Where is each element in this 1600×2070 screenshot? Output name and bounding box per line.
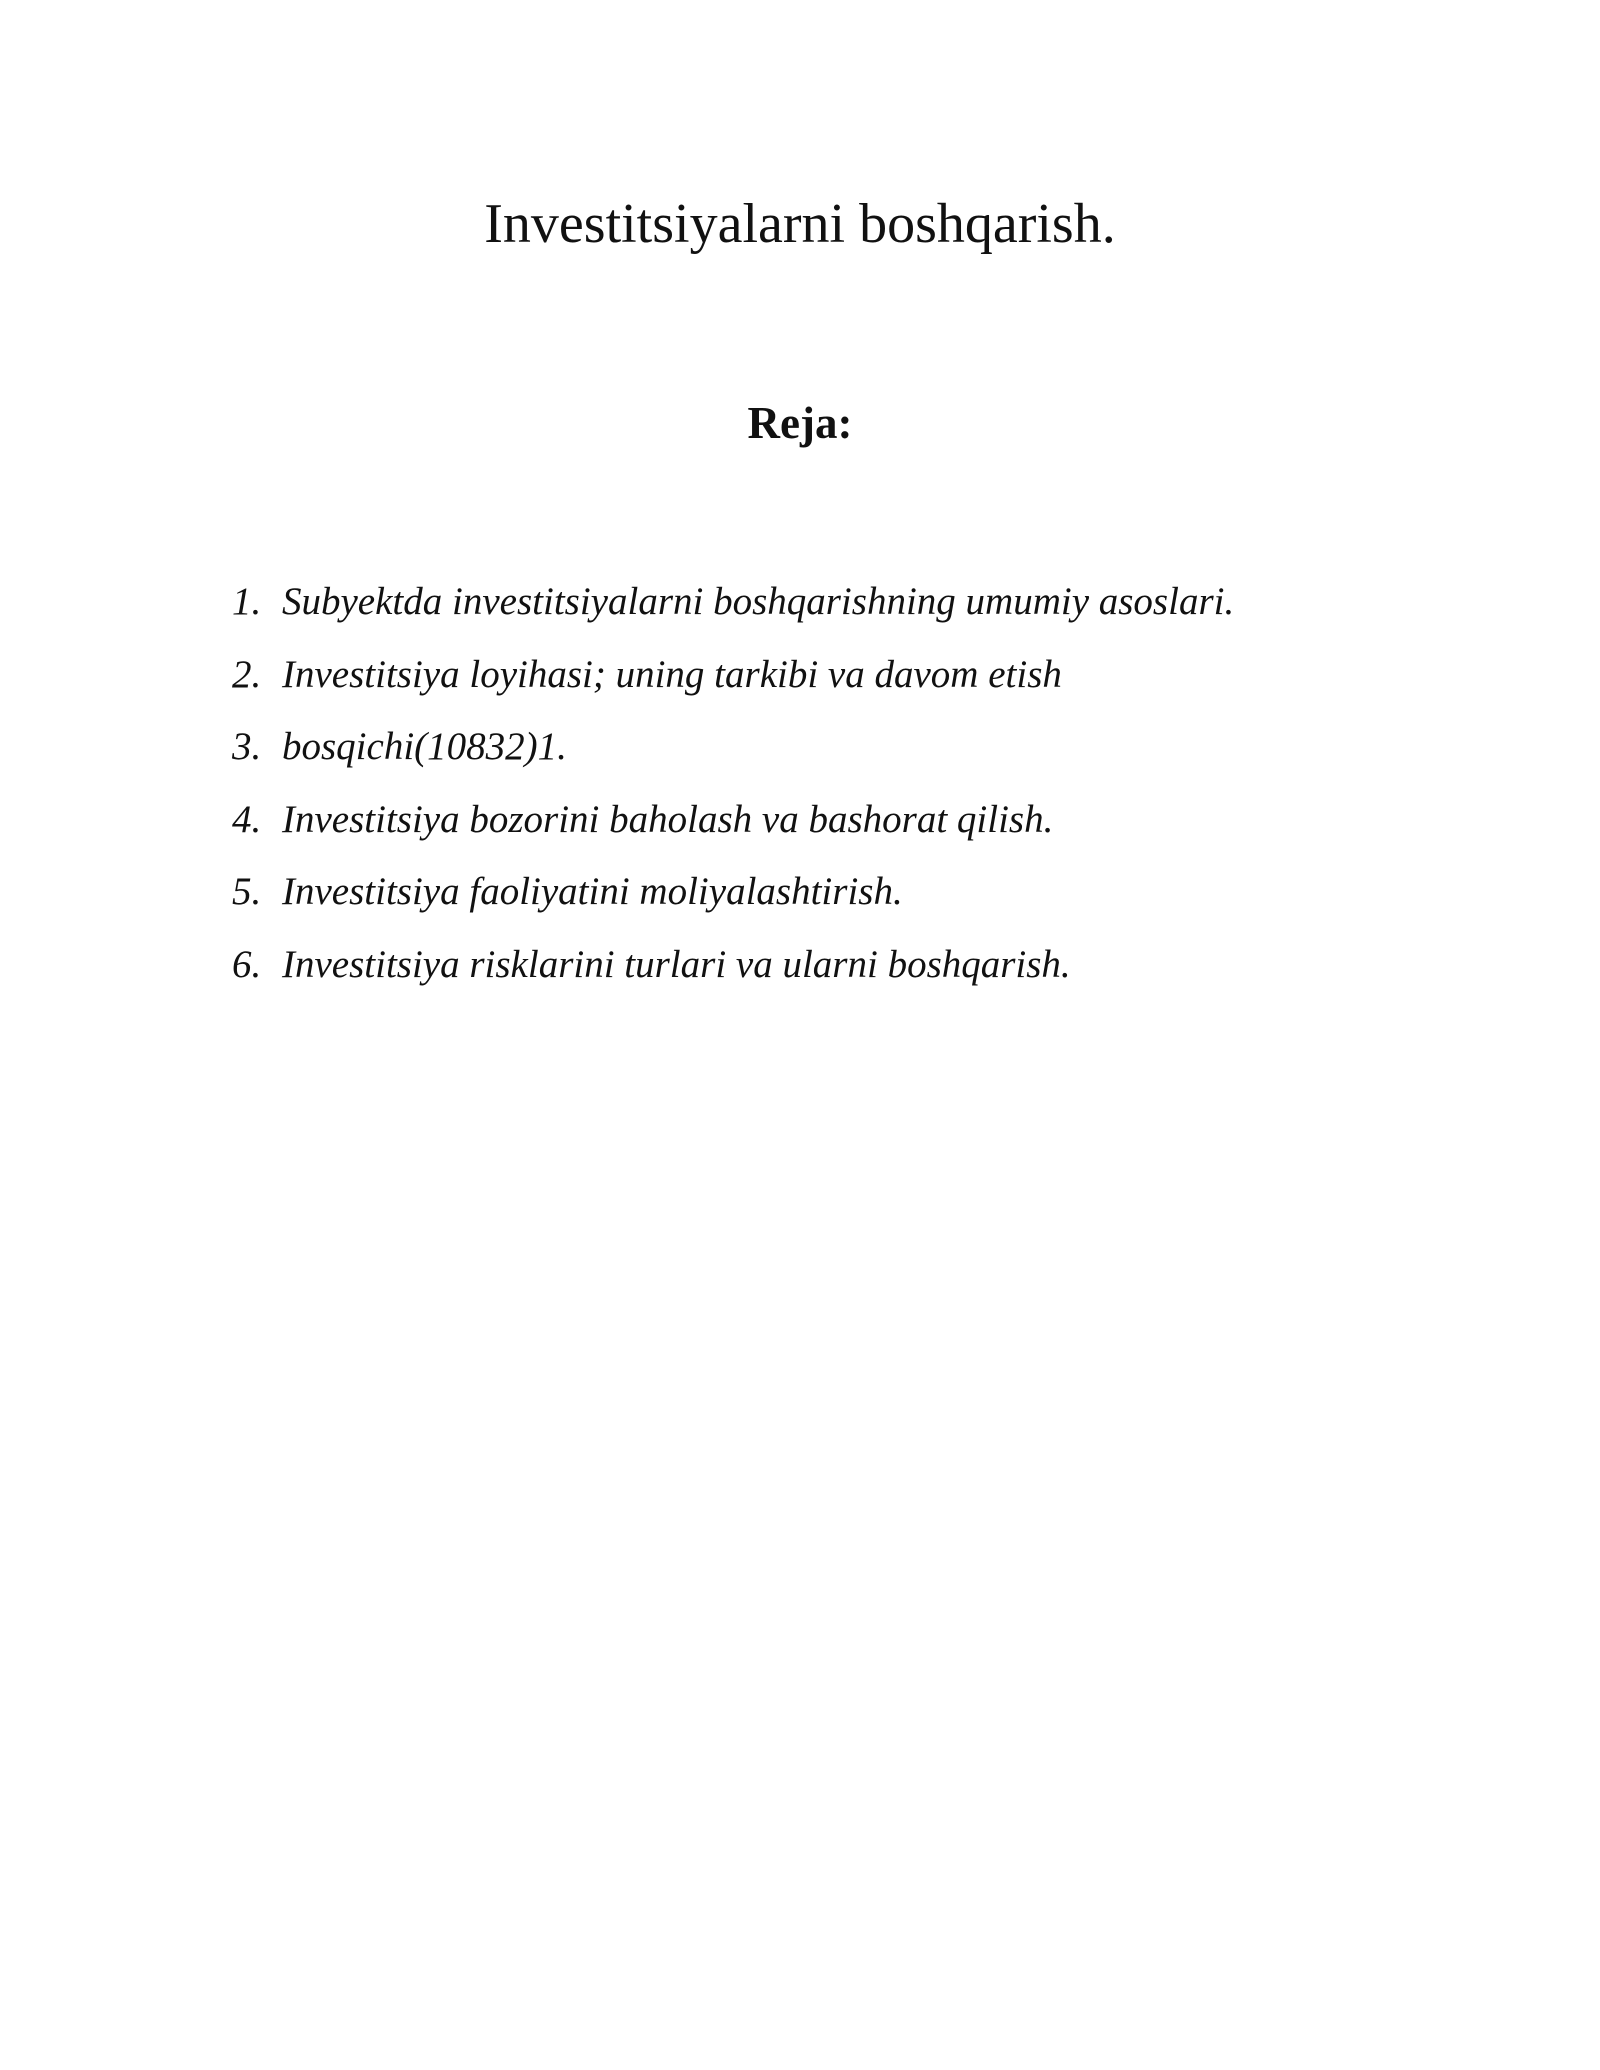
plan-item-number: 2. [232,652,262,696]
plan-item [232,790,1234,863]
plan-item-number: 4. [232,797,262,841]
plan-item-text: Subyektda investitsiyalarni boshqarishning umumiy asoslari. [282,580,1235,623]
plan-item-number: 5. [232,870,262,913]
plan-item [232,717,1234,790]
plan-item-text: Investitsiya bozorini baholash va bashorat qilish. [282,797,1054,841]
plan-item-text: Investitsiya faoliyatini moliyalashtirish. [282,870,903,913]
plan-item [232,935,1234,1008]
plan-item [232,862,1234,935]
plan-item-text: bosqichi(10832)1. [282,725,567,768]
plan-item-text: Investitsiya loyihasi; uning tarkibi va davom etish [282,652,1062,696]
document-title: Investitsiyalarni boshqarish. [484,193,1116,255]
plan-item-number: 1. [232,580,262,623]
plan-item [232,645,1234,718]
plan-item [232,572,1234,645]
plan-list [232,572,1234,1007]
plan-item-text: Investitsiya risklarini turlari va ularni boshqarish. [282,942,1071,986]
plan-item-number: 3. [232,725,262,768]
plan-heading: Reja: [747,398,853,448]
plan-item-number: 6. [232,942,262,986]
